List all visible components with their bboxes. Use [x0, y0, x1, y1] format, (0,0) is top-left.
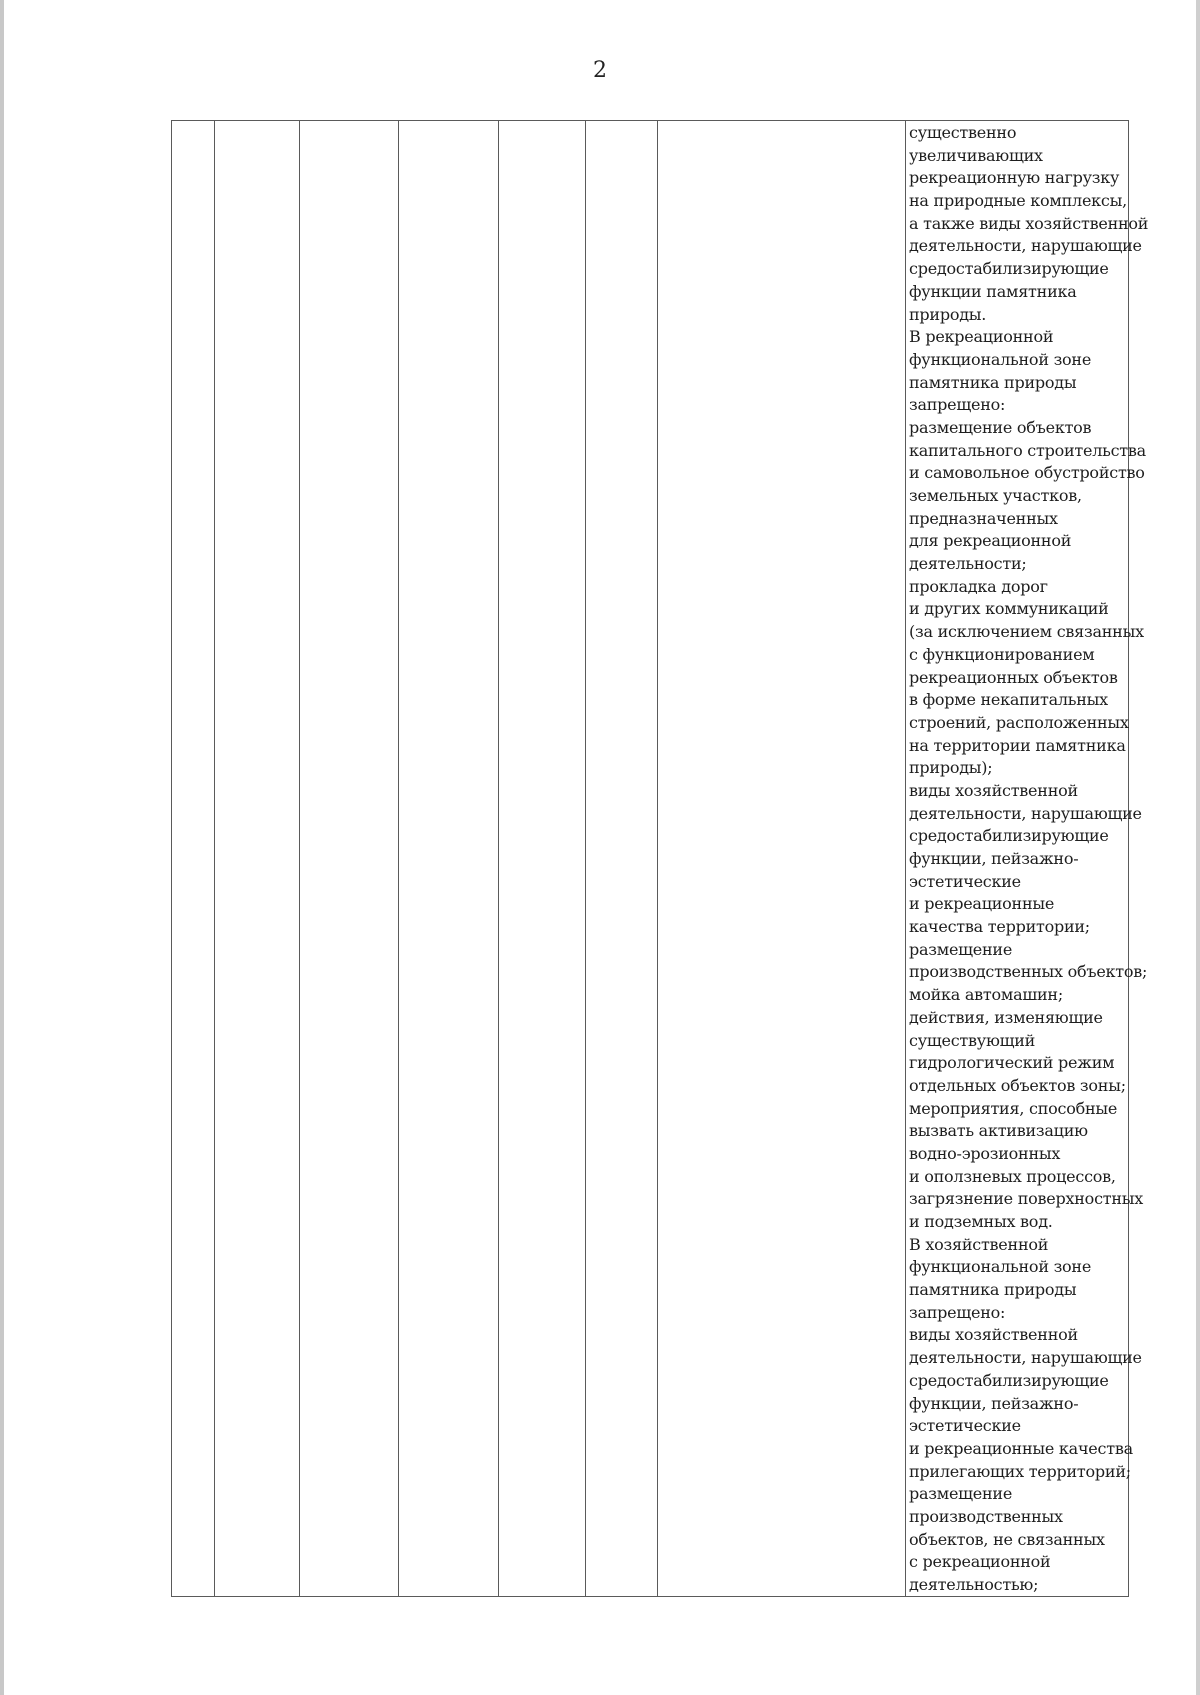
cell-text-line: мойка автомашин; [909, 985, 1063, 1005]
cell-text-line: средостабилизирующие [909, 826, 1109, 846]
cell-text-line: деятельности, нарушающие [909, 1348, 1142, 1368]
cell-text-line: качества территории; [909, 917, 1090, 937]
cell-text-line: виды хозяйственной [909, 780, 1078, 800]
cell-text-line: земельных участков, [909, 486, 1082, 505]
cell-text-line: функциональной зоне [909, 1257, 1092, 1277]
cell-text-line: производственных объектов; [909, 962, 1148, 982]
cell-text-line: эстетические [909, 871, 1021, 891]
cell-text-line: строений, расположенных [909, 712, 1129, 732]
cell-text-line: В рекреационной [909, 327, 1054, 347]
cell-text-line: природы. [909, 304, 987, 324]
cell-text-line: природы); [909, 758, 993, 778]
cell-text-line: функции, пейзажно- [909, 1393, 1079, 1413]
page-number: 2 [593, 58, 607, 83]
cell-text-line: отдельных объектов зоны; [909, 1075, 1126, 1095]
column-divider-1 [214, 121, 215, 1596]
cell-text-line: капитального строительства [909, 440, 1146, 460]
cell-text-line: размещение объектов [909, 417, 1092, 437]
cell-text-line: прокладка дорог [909, 576, 1048, 596]
cell-text-line: а также виды хозяйственной [909, 213, 1149, 233]
cell-text-line: средостабилизирующие [909, 1370, 1109, 1390]
cell-text-line: и других коммуникаций [909, 599, 1109, 619]
cell-text-line: рекреационных объектов [909, 667, 1118, 687]
cell-text-line: размещение [909, 1484, 1013, 1504]
cell-text-line: и самовольное обустройство [909, 463, 1145, 483]
cell-text-line: рекреационную нагрузку [909, 168, 1120, 188]
cell-text-line: виды хозяйственной [909, 1325, 1078, 1345]
cell-text-line: деятельностью; [909, 1575, 1039, 1594]
cell-text-line: деятельности; [909, 554, 1027, 574]
cell-text-line: в форме некапитальных [909, 690, 1108, 710]
cell-text-line: функции, пейзажно- [909, 849, 1079, 868]
column-divider-5 [585, 121, 586, 1596]
cell-text-line: функциональной зоне [909, 349, 1092, 369]
cell-text-line: В хозяйственной [909, 1234, 1049, 1254]
cell-text-line: прилегающих территорий; [909, 1461, 1131, 1481]
cell-text-line: памятника природы [909, 372, 1077, 392]
cell-text-line: гидрологический режим [909, 1053, 1115, 1073]
cell-text-line: и рекреационные качества [909, 1438, 1133, 1458]
scan-left-edge [0, 0, 4, 1695]
cell-text-line: объектов, не связанных [909, 1529, 1105, 1549]
column-divider-6 [657, 121, 658, 1596]
column-divider-7 [905, 121, 906, 1596]
document-table [171, 120, 1149, 1597]
cell-text-line: производственных [909, 1506, 1063, 1526]
cell-text-line: предназначенных [909, 508, 1058, 528]
cell-text-line: памятника природы [909, 1280, 1077, 1300]
cell-text-line: мероприятия, способные [909, 1098, 1118, 1118]
cell-text-line: запрещено: [909, 1302, 1006, 1322]
cell-text-line: запрещено: [909, 395, 1006, 415]
cell-text-line: функции памятника [909, 281, 1077, 301]
cell-text-line: деятельности, нарушающие [909, 236, 1142, 256]
cell-text-line: для рекреационной [909, 531, 1072, 551]
cell-text-line: водно-эрозионных [909, 1143, 1061, 1163]
column-divider-3 [398, 121, 399, 1596]
cell-text-line: существующий [909, 1030, 1036, 1050]
cell-text-line: и рекреационные [909, 894, 1055, 914]
cell-text-line: с функционированием [909, 644, 1095, 664]
cell-text-line: с рекреационной [909, 1552, 1051, 1572]
column-divider-2 [299, 121, 300, 1596]
cell-text-line: и подземных вод. [909, 1212, 1053, 1231]
cell-text-line: действия, изменяющие [909, 1007, 1103, 1027]
column-divider-4 [498, 121, 499, 1596]
cell-text-line: на территории памятника [909, 735, 1126, 755]
restrictions-cell [908, 121, 1149, 1597]
cell-text-line: средостабилизирующие [909, 259, 1109, 279]
cell-text-line: и оползневых процессов, [909, 1166, 1116, 1186]
cell-text-line: деятельности, нарушающие [909, 803, 1142, 823]
cell-text-line: вызвать активизацию [909, 1121, 1088, 1141]
cell-text-line: загрязнение поверхностных [909, 1189, 1144, 1209]
cell-text-line: размещение [909, 939, 1013, 959]
cell-text-line: эстетические [909, 1416, 1021, 1436]
cell-text-line: увеличивающих [909, 145, 1043, 165]
cell-text-line: (за исключением связанных [909, 622, 1144, 642]
cell-text-line: на природные комплексы, [909, 191, 1127, 211]
scan-right-edge [1196, 0, 1200, 1695]
cell-text-line: существенно [909, 123, 1017, 142]
